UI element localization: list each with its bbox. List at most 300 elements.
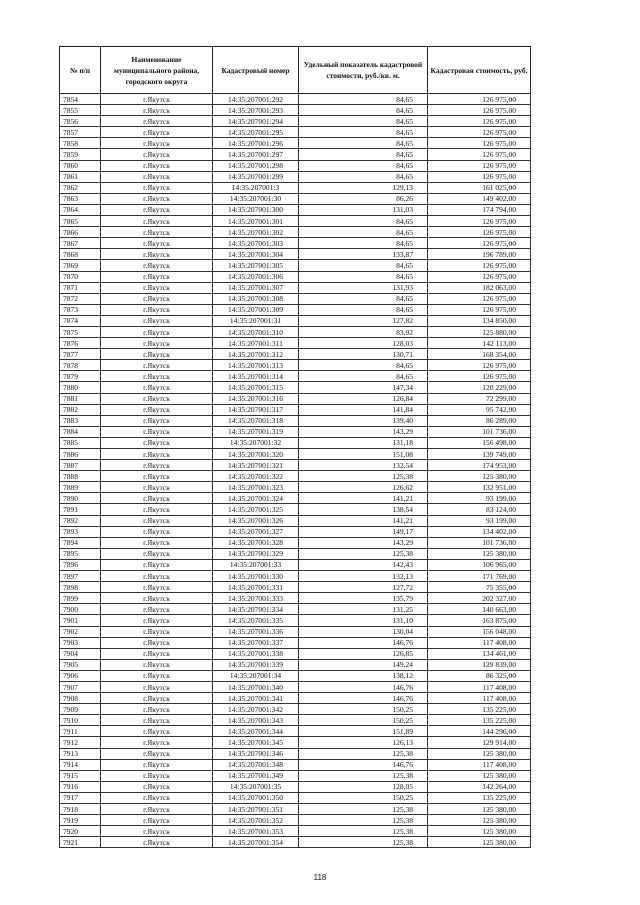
municipality-cell: г.Якутск — [101, 393, 213, 404]
table-row — [60, 138, 531, 149]
cadastral-value-cell: 126 975,00 — [428, 171, 531, 182]
cadastral-value-cell: 134 402,00 — [428, 526, 531, 537]
specific-value-cell: 125,38 — [299, 837, 428, 848]
table-row — [60, 715, 531, 726]
table-row — [60, 537, 531, 548]
cadastral-value-cell: 101 736,00 — [428, 537, 531, 548]
row-number-cell: 7904 — [60, 648, 101, 659]
cadastral-value-cell: 101 736,00 — [428, 426, 531, 437]
cadastral-number-cell: 14:35:207001:31 — [213, 315, 299, 326]
cadastral-number-cell: 14:35:207001:35 — [213, 781, 299, 792]
row-number-cell: 7909 — [60, 704, 101, 715]
cadastral-value-cell: 125 380,00 — [428, 770, 531, 781]
table-row — [60, 404, 531, 415]
table-row — [60, 204, 531, 215]
municipality-cell: г.Якутск — [101, 94, 213, 105]
cadastral-value-cell: 125 880,00 — [428, 326, 531, 337]
municipality-cell: г.Якутск — [101, 482, 213, 493]
cadastral-number-cell: 14:35:207001:335 — [213, 615, 299, 626]
specific-value-cell: 139,40 — [299, 415, 428, 426]
row-number-cell: 7880 — [60, 382, 101, 393]
cadastral-number-cell: 14:35:207001:316 — [213, 393, 299, 404]
cadastral-value-cell: 126 975,00 — [428, 271, 531, 282]
row-number-cell: 7901 — [60, 615, 101, 626]
cadastral-value-cell: 129 839,00 — [428, 659, 531, 670]
specific-value-cell: 84,65 — [299, 271, 428, 282]
cadastral-number-cell: 14:35:207001:300 — [213, 204, 299, 215]
table-row — [60, 693, 531, 704]
municipality-cell: г.Якутск — [101, 260, 213, 271]
cadastral-number-cell: 14:35:207001:317 — [213, 404, 299, 415]
municipality-cell: г.Якутск — [101, 182, 213, 193]
municipality-cell: г.Якутск — [101, 526, 213, 537]
cadastral-number-cell: 14:35:207001:297 — [213, 149, 299, 160]
cadastral-value-cell: 140 663,00 — [428, 604, 531, 615]
cadastral-value-cell: 72 299,00 — [428, 393, 531, 404]
header-row-number: № п/п — [60, 47, 101, 94]
specific-value-cell: 125,38 — [299, 748, 428, 759]
row-number-cell: 7866 — [60, 227, 101, 238]
row-number-cell: 7890 — [60, 493, 101, 504]
municipality-cell: г.Якутск — [101, 593, 213, 604]
cadastral-value-cell: 135 225,00 — [428, 792, 531, 803]
specific-value-cell: 84,65 — [299, 216, 428, 227]
row-number-cell: 7888 — [60, 471, 101, 482]
cadastral-number-cell: 14:35:207001:293 — [213, 105, 299, 116]
cadastral-number-cell: 14:35:207001:342 — [213, 704, 299, 715]
cadastral-number-cell: 14:35:207001:349 — [213, 770, 299, 781]
specific-value-cell: 127,72 — [299, 582, 428, 593]
municipality-cell: г.Якутск — [101, 615, 213, 626]
table-row — [60, 304, 531, 315]
municipality-cell: г.Якутск — [101, 382, 213, 393]
cadastral-value-cell: 182 063,00 — [428, 282, 531, 293]
cadastral-value-cell: 135 225,00 — [428, 715, 531, 726]
municipality-cell: г.Якутск — [101, 404, 213, 415]
municipality-cell: г.Якутск — [101, 781, 213, 792]
cadastral-value-cell: 135 225,00 — [428, 704, 531, 715]
specific-value-cell: 84,65 — [299, 94, 428, 105]
cadastral-number-cell: 14:35:207001:345 — [213, 737, 299, 748]
cadastral-number-cell: 14:35:207001:326 — [213, 515, 299, 526]
row-number-cell: 7917 — [60, 792, 101, 803]
table-row — [60, 804, 531, 815]
cadastral-number-cell: 14:35:207001:304 — [213, 249, 299, 260]
specific-value-cell: 149,24 — [299, 659, 428, 670]
table-row — [60, 315, 531, 326]
specific-value-cell: 142,43 — [299, 559, 428, 570]
specific-value-cell: 125,38 — [299, 826, 428, 837]
row-number-cell: 7882 — [60, 404, 101, 415]
specific-value-cell: 150,25 — [299, 792, 428, 803]
municipality-cell: г.Якутск — [101, 582, 213, 593]
table-header — [60, 47, 531, 94]
municipality-cell: г.Якутск — [101, 249, 213, 260]
cadastral-value-cell: 174 794,00 — [428, 204, 531, 215]
cadastral-number-cell: 14:35:207001:340 — [213, 681, 299, 692]
specific-value-cell: 86,26 — [299, 193, 428, 204]
cadastral-value-cell: 149 402,00 — [428, 193, 531, 204]
row-number-cell: 7872 — [60, 293, 101, 304]
cadastral-value-cell: 132 951,00 — [428, 482, 531, 493]
municipality-cell: г.Якутск — [101, 271, 213, 282]
table-row — [60, 582, 531, 593]
municipality-cell: г.Якутск — [101, 293, 213, 304]
row-number-cell: 7900 — [60, 604, 101, 615]
municipality-cell: г.Якутск — [101, 726, 213, 737]
cadastral-number-cell: 14:35:207001:318 — [213, 415, 299, 426]
specific-value-cell: 125,38 — [299, 804, 428, 815]
specific-value-cell: 84,65 — [299, 371, 428, 382]
table-row — [60, 238, 531, 249]
specific-value-cell: 125,38 — [299, 770, 428, 781]
table-row — [60, 393, 531, 404]
specific-value-cell: 130,04 — [299, 626, 428, 637]
row-number-cell: 7879 — [60, 371, 101, 382]
cadastral-number-cell: 14:35:207001:311 — [213, 338, 299, 349]
cadastral-number-cell: 14:35:207001:315 — [213, 382, 299, 393]
cadastral-value-cell: 117 408,00 — [428, 759, 531, 770]
cadastral-number-cell: 14:35:207001:3 — [213, 182, 299, 193]
cadastral-number-cell: 14:35:207001:310 — [213, 326, 299, 337]
cadastral-number-cell: 14:35:207001:312 — [213, 349, 299, 360]
row-number-cell: 7865 — [60, 216, 101, 227]
row-number-cell: 7902 — [60, 626, 101, 637]
cadastral-number-cell: 14:35:207001:324 — [213, 493, 299, 504]
specific-value-cell: 84,65 — [299, 227, 428, 238]
cadastral-number-cell: 14:35:207001:327 — [213, 526, 299, 537]
row-number-cell: 7877 — [60, 349, 101, 360]
row-number-cell: 7910 — [60, 715, 101, 726]
table-row — [60, 171, 531, 182]
specific-value-cell: 147,34 — [299, 382, 428, 393]
table-row — [60, 593, 531, 604]
cadastral-value-cell: 126 975,00 — [428, 127, 531, 138]
cadastral-value-cell: 126 975,00 — [428, 360, 531, 371]
table-row — [60, 94, 531, 105]
cadastral-number-cell: 14:35:207001:292 — [213, 94, 299, 105]
cadastral-value-cell: 171 769,00 — [428, 571, 531, 582]
row-number-cell: 7896 — [60, 559, 101, 570]
table-row — [60, 382, 531, 393]
row-number-cell: 7884 — [60, 426, 101, 437]
row-number-cell: 7908 — [60, 693, 101, 704]
specific-value-cell: 138,54 — [299, 504, 428, 515]
cadastral-number-cell: 14:35:207001:331 — [213, 582, 299, 593]
municipality-cell: г.Якутск — [101, 238, 213, 249]
specific-value-cell: 150,25 — [299, 715, 428, 726]
cadastral-number-cell: 14:35:207001:294 — [213, 116, 299, 127]
table-row — [60, 227, 531, 238]
table-row — [60, 471, 531, 482]
cadastral-value-cell: 126 975,00 — [428, 105, 531, 116]
row-number-cell: 7911 — [60, 726, 101, 737]
cadastral-value-cell: 95 742,00 — [428, 404, 531, 415]
row-number-cell: 7905 — [60, 659, 101, 670]
table-row — [60, 105, 531, 116]
municipality-cell: г.Якутск — [101, 338, 213, 349]
cadastral-value-cell: 125 380,00 — [428, 748, 531, 759]
specific-value-cell: 84,65 — [299, 171, 428, 182]
municipality-cell: г.Якутск — [101, 426, 213, 437]
table-row — [60, 293, 531, 304]
table-row — [60, 116, 531, 127]
table-row — [60, 282, 531, 293]
row-number-cell: 7891 — [60, 504, 101, 515]
municipality-cell: г.Якутск — [101, 127, 213, 138]
cadastral-value-cell: 161 025,00 — [428, 182, 531, 193]
row-number-cell: 7899 — [60, 593, 101, 604]
cadastral-number-cell: 14:35:207001:32 — [213, 437, 299, 448]
cadastral-number-cell: 14:35:207001:308 — [213, 293, 299, 304]
municipality-cell: г.Якутск — [101, 559, 213, 570]
cadastral-value-cell: 196 789,00 — [428, 249, 531, 260]
cadastral-value-cell: 142 264,00 — [428, 781, 531, 792]
row-number-cell: 7868 — [60, 249, 101, 260]
header-row — [60, 47, 531, 94]
cadastral-number-cell: 14:35:207001:320 — [213, 449, 299, 460]
cadastral-number-cell: 14:35:207001:338 — [213, 648, 299, 659]
municipality-cell: г.Якутск — [101, 415, 213, 426]
municipality-cell: г.Якутск — [101, 138, 213, 149]
municipality-cell: г.Якутск — [101, 826, 213, 837]
municipality-cell: г.Якутск — [101, 792, 213, 803]
cadastral-value-cell: 126 975,00 — [428, 116, 531, 127]
cadastral-number-cell: 14:35:207001:354 — [213, 837, 299, 848]
specific-value-cell: 143,29 — [299, 426, 428, 437]
cadastral-value-cell: 126 975,00 — [428, 138, 531, 149]
cadastral-value-cell: 125 380,00 — [428, 837, 531, 848]
table-row — [60, 160, 531, 171]
municipality-cell: г.Якутск — [101, 449, 213, 460]
row-number-cell: 7921 — [60, 837, 101, 848]
cadastral-value-cell: 86 289,00 — [428, 415, 531, 426]
specific-value-cell: 126,84 — [299, 393, 428, 404]
cadastral-value-cell: 125 380,00 — [428, 815, 531, 826]
cadastral-value-cell: 93 199,00 — [428, 515, 531, 526]
municipality-cell: г.Якутск — [101, 815, 213, 826]
municipality-cell: г.Якутск — [101, 737, 213, 748]
table-row — [60, 770, 531, 781]
specific-value-cell: 146,76 — [299, 637, 428, 648]
cadastral-value-cell: 106 965,00 — [428, 559, 531, 570]
specific-value-cell: 141,21 — [299, 515, 428, 526]
table-row — [60, 193, 531, 204]
cadastral-number-cell: 14:35:207001:298 — [213, 160, 299, 171]
specific-value-cell: 141,21 — [299, 493, 428, 504]
table-row — [60, 415, 531, 426]
cadastral-number-cell: 14:35:207001:302 — [213, 227, 299, 238]
row-number-cell: 7883 — [60, 415, 101, 426]
cadastral-number-cell: 14:35:207001:322 — [213, 471, 299, 482]
cadastral-value-cell: 126 975,00 — [428, 371, 531, 382]
cadastral-number-cell: 14:35:207001:34 — [213, 670, 299, 681]
row-number-cell: 7903 — [60, 637, 101, 648]
municipality-cell: г.Якутск — [101, 171, 213, 182]
municipality-cell: г.Якутск — [101, 626, 213, 637]
specific-value-cell: 84,65 — [299, 160, 428, 171]
cadastral-value-cell: 174 953,00 — [428, 460, 531, 471]
table-row — [60, 426, 531, 437]
municipality-cell: г.Якутск — [101, 304, 213, 315]
municipality-cell: г.Якутск — [101, 759, 213, 770]
table-row — [60, 371, 531, 382]
row-number-cell: 7869 — [60, 260, 101, 271]
table-row — [60, 792, 531, 803]
cadastral-number-cell: 14:35:207001:295 — [213, 127, 299, 138]
specific-value-cell: 125,38 — [299, 471, 428, 482]
table-row — [60, 482, 531, 493]
table-row — [60, 837, 531, 848]
municipality-cell: г.Якутск — [101, 659, 213, 670]
cadastral-value-cell: 86 325,00 — [428, 670, 531, 681]
table-row — [60, 681, 531, 692]
cadastral-value-cell: 126 975,00 — [428, 149, 531, 160]
table-row — [60, 260, 531, 271]
row-number-cell: 7876 — [60, 338, 101, 349]
cadastral-number-cell: 14:35:207001:328 — [213, 537, 299, 548]
row-number-cell: 7854 — [60, 94, 101, 105]
cadastral-value-cell: 126 975,00 — [428, 160, 531, 171]
specific-value-cell: 126,85 — [299, 648, 428, 659]
cadastral-number-cell: 14:35:207001:309 — [213, 304, 299, 315]
row-number-cell: 7857 — [60, 127, 101, 138]
table-row — [60, 249, 531, 260]
row-number-cell: 7919 — [60, 815, 101, 826]
table-row — [60, 637, 531, 648]
municipality-cell: г.Якутск — [101, 681, 213, 692]
table-row — [60, 648, 531, 659]
table-row — [60, 149, 531, 160]
cadastral-number-cell: 14:35:207001:303 — [213, 238, 299, 249]
row-number-cell: 7893 — [60, 526, 101, 537]
row-number-cell: 7907 — [60, 681, 101, 692]
row-number-cell: 7898 — [60, 582, 101, 593]
specific-value-cell: 133,87 — [299, 249, 428, 260]
specific-value-cell: 84,65 — [299, 138, 428, 149]
specific-value-cell: 131,18 — [299, 437, 428, 448]
municipality-cell: г.Якутск — [101, 437, 213, 448]
table-row — [60, 437, 531, 448]
table-row — [60, 726, 531, 737]
table-row — [60, 748, 531, 759]
municipality-cell: г.Якутск — [101, 770, 213, 781]
cadastral-value-cell: 126 975,00 — [428, 260, 531, 271]
table-row — [60, 326, 531, 337]
municipality-cell: г.Якутск — [101, 548, 213, 559]
table-row — [60, 559, 531, 570]
row-number-cell: 7897 — [60, 571, 101, 582]
row-number-cell: 7860 — [60, 160, 101, 171]
row-number-cell: 7918 — [60, 804, 101, 815]
municipality-cell: г.Якутск — [101, 670, 213, 681]
specific-value-cell: 146,76 — [299, 693, 428, 704]
specific-value-cell: 84,65 — [299, 149, 428, 160]
specific-value-cell: 149,17 — [299, 526, 428, 537]
cadastral-number-cell: 14:35:207001:329 — [213, 548, 299, 559]
municipality-cell: г.Якутск — [101, 537, 213, 548]
specific-value-cell: 132,13 — [299, 571, 428, 582]
row-number-cell: 7862 — [60, 182, 101, 193]
municipality-cell: г.Якутск — [101, 326, 213, 337]
municipality-cell: г.Якутск — [101, 204, 213, 215]
specific-value-cell: 126,62 — [299, 482, 428, 493]
cadastral-number-cell: 14:35:207001:306 — [213, 271, 299, 282]
cadastral-value-cell: 75 355,00 — [428, 582, 531, 593]
cadastral-number-cell: 14:35:207001:346 — [213, 748, 299, 759]
row-number-cell: 7863 — [60, 193, 101, 204]
cadastral-value-cell: 202 327,00 — [428, 593, 531, 604]
specific-value-cell: 127,82 — [299, 315, 428, 326]
cadastral-number-cell: 14:35:207001:339 — [213, 659, 299, 670]
municipality-cell: г.Якутск — [101, 637, 213, 648]
cadastral-value-cell: 126 975,00 — [428, 94, 531, 105]
cadastral-number-cell: 14:35:207001:296 — [213, 138, 299, 149]
row-number-cell: 7859 — [60, 149, 101, 160]
row-number-cell: 7889 — [60, 482, 101, 493]
cadastral-number-cell: 14:35:207001:333 — [213, 593, 299, 604]
specific-value-cell: 128,05 — [299, 781, 428, 792]
table-row — [60, 548, 531, 559]
row-number-cell: 7914 — [60, 759, 101, 770]
cadastral-value-cell: 125 380,00 — [428, 826, 531, 837]
municipality-cell: г.Якутск — [101, 804, 213, 815]
municipality-cell: г.Якутск — [101, 460, 213, 471]
municipality-cell: г.Якутск — [101, 504, 213, 515]
cadastral-number-cell: 14:35:207001:344 — [213, 726, 299, 737]
table-row — [60, 271, 531, 282]
row-number-cell: 7906 — [60, 670, 101, 681]
specific-value-cell: 84,65 — [299, 304, 428, 315]
specific-value-cell: 84,65 — [299, 116, 428, 127]
municipality-cell: г.Якутск — [101, 493, 213, 504]
table-row — [60, 504, 531, 515]
specific-value-cell: 131,10 — [299, 615, 428, 626]
municipality-cell: г.Якутск — [101, 371, 213, 382]
cadastral-value-cell: 142 113,00 — [428, 338, 531, 349]
specific-value-cell: 141,84 — [299, 404, 428, 415]
specific-value-cell: 131,25 — [299, 604, 428, 615]
row-number-cell: 7861 — [60, 171, 101, 182]
header-specific-value: Удельный показатель кадастровой стоимости, руб./кв. м. — [299, 47, 428, 94]
header-cadastral-value: Кадастровая стоимость, руб. — [428, 47, 531, 94]
row-number-cell: 7915 — [60, 770, 101, 781]
cadastral-number-cell: 14:35:207001:33 — [213, 559, 299, 570]
cadastral-number-cell: 14:35:207001:325 — [213, 504, 299, 515]
table-row — [60, 349, 531, 360]
cadastral-value-table — [59, 46, 531, 848]
municipality-cell: г.Якутск — [101, 515, 213, 526]
cadastral-number-cell: 14:35:207001:350 — [213, 792, 299, 803]
row-number-cell: 7870 — [60, 271, 101, 282]
municipality-cell: г.Якутск — [101, 604, 213, 615]
specific-value-cell: 129,13 — [299, 182, 428, 193]
cadastral-number-cell: 14:35:207001:319 — [213, 426, 299, 437]
specific-value-cell: 151,89 — [299, 726, 428, 737]
municipality-cell: г.Якутск — [101, 648, 213, 659]
table-row — [60, 737, 531, 748]
municipality-cell: г.Якутск — [101, 471, 213, 482]
table-row — [60, 704, 531, 715]
specific-value-cell: 151,08 — [299, 449, 428, 460]
cadastral-value-cell: 139 749,00 — [428, 449, 531, 460]
specific-value-cell: 84,65 — [299, 238, 428, 249]
cadastral-number-cell: 14:35:207001:323 — [213, 482, 299, 493]
cadastral-value-cell: 156 048,00 — [428, 626, 531, 637]
municipality-cell: г.Якутск — [101, 282, 213, 293]
table-row — [60, 493, 531, 504]
row-number-cell: 7895 — [60, 548, 101, 559]
